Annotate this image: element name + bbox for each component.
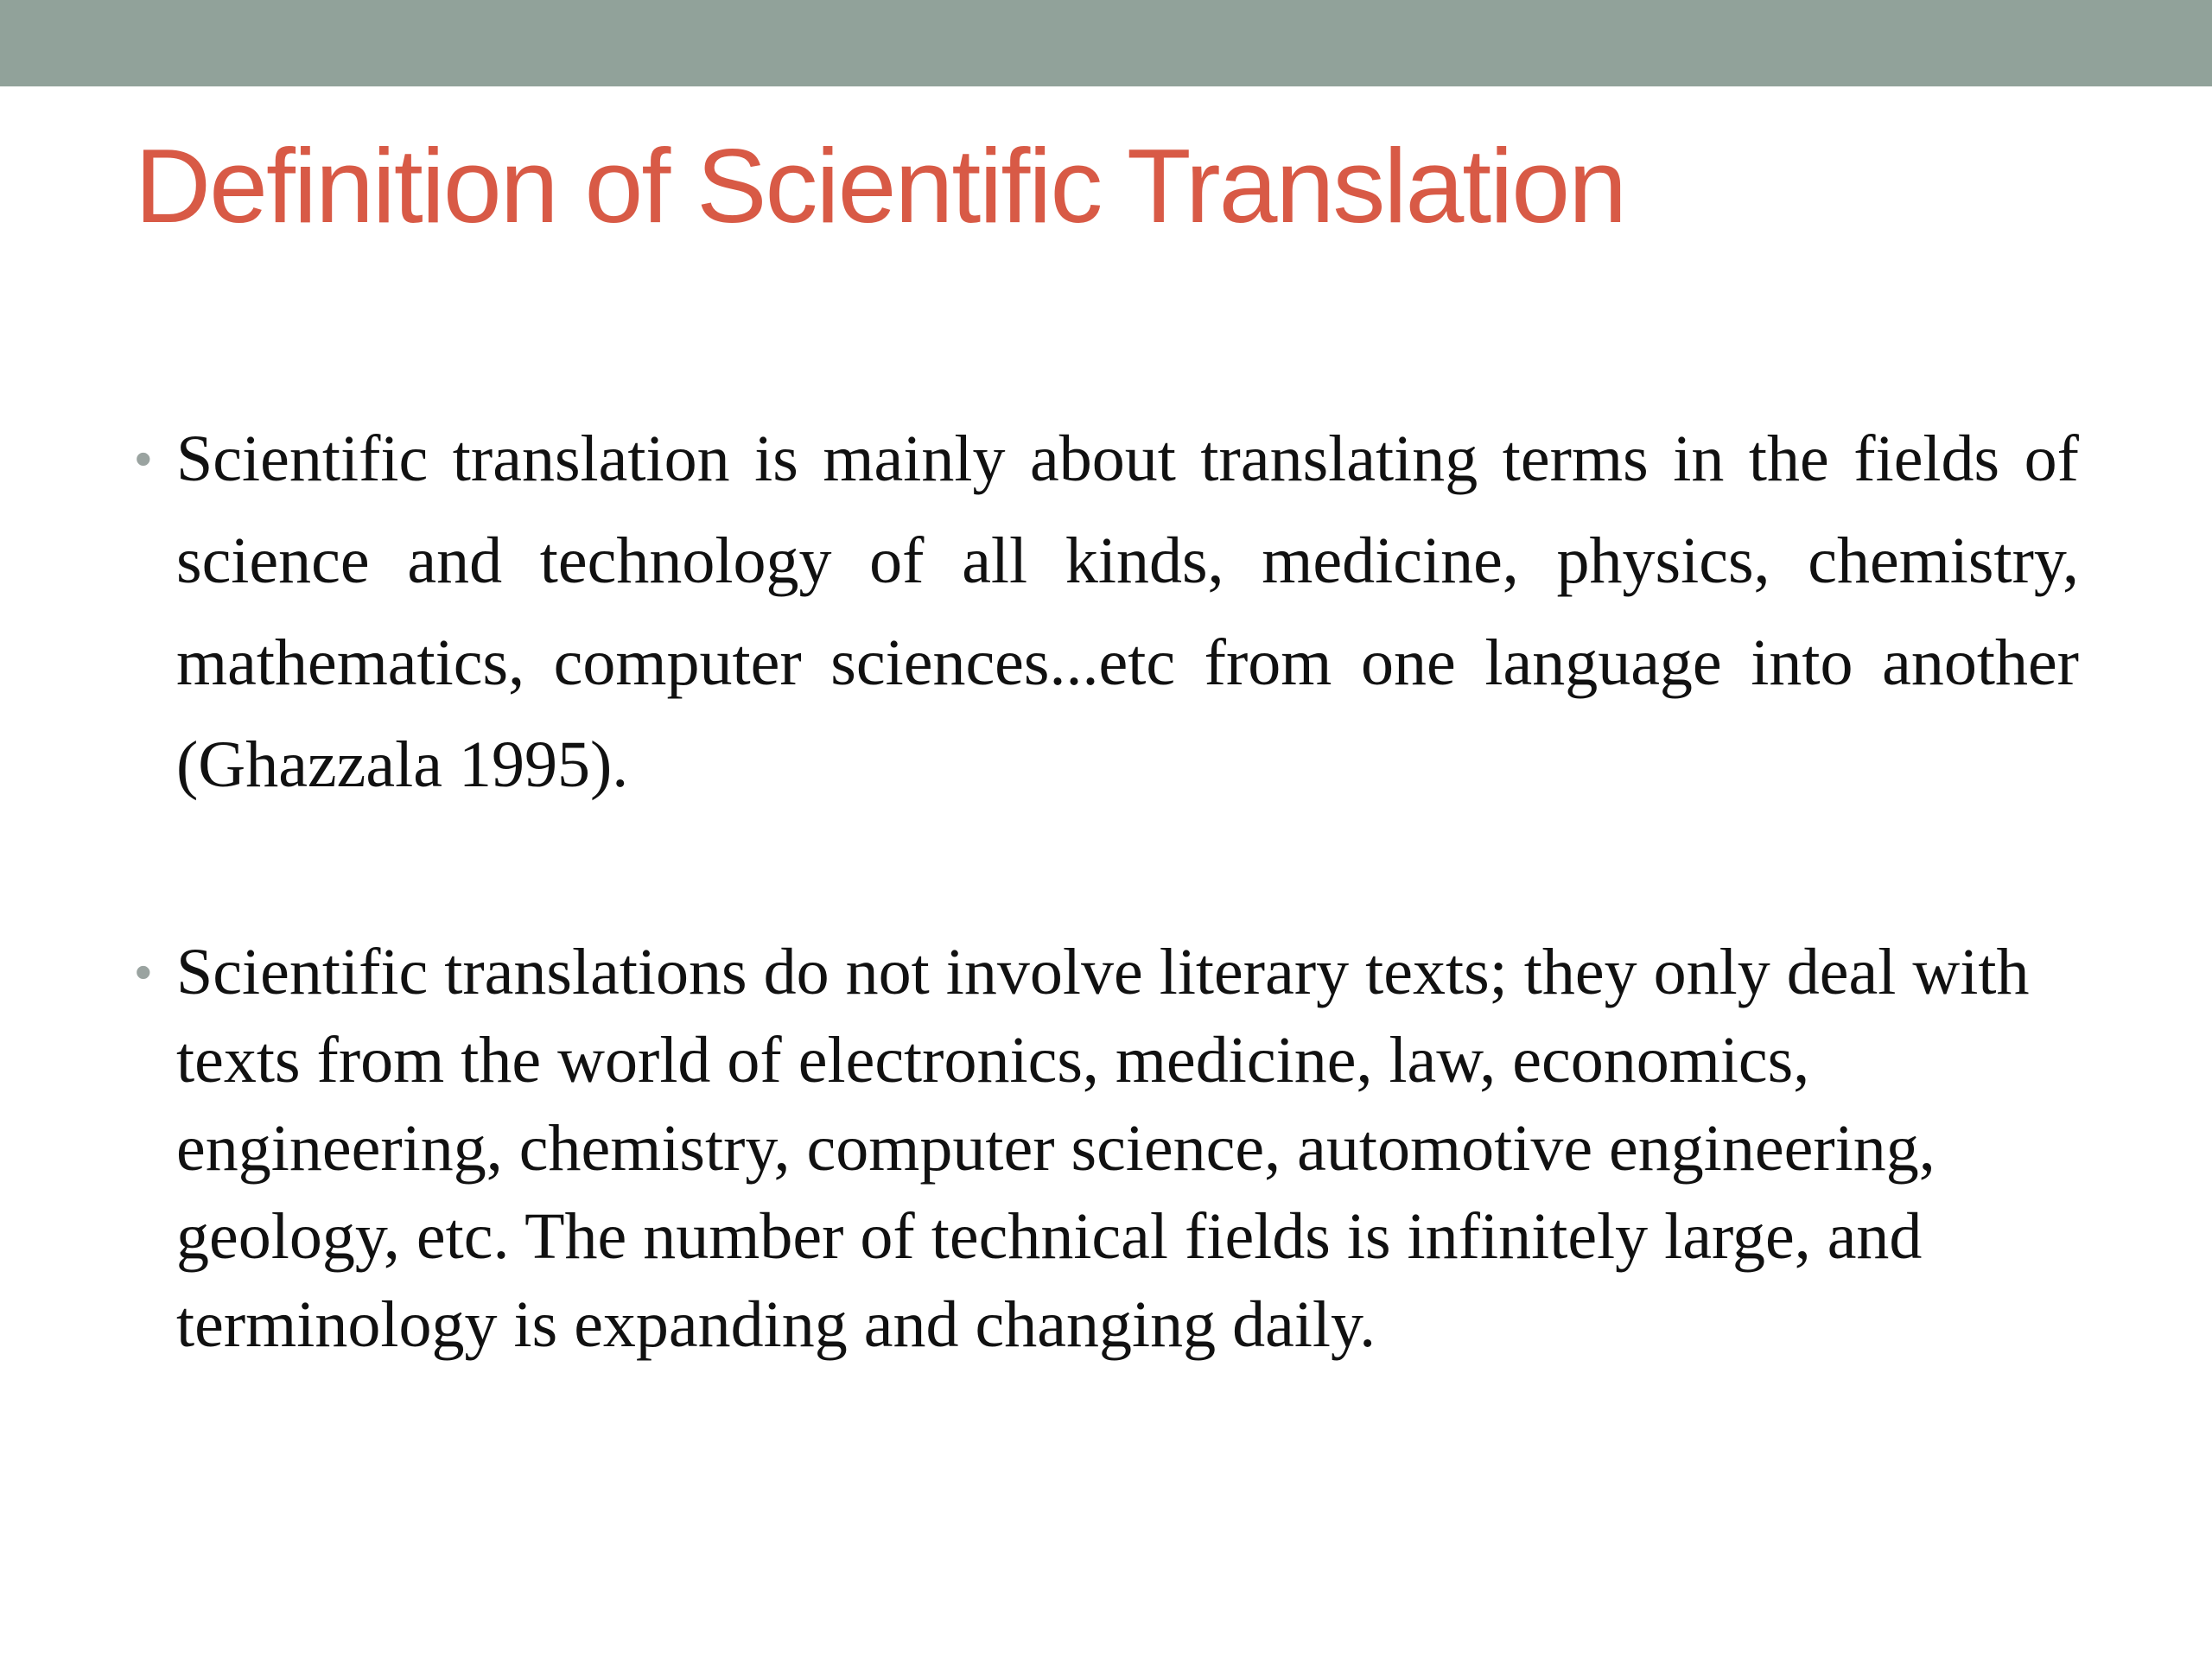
bullet-marker-1: •	[135, 431, 152, 486]
top-accent-bar	[0, 0, 2212, 86]
bullet-marker-2: •	[135, 944, 152, 999]
bullet-list	[135, 408, 2079, 1369]
bullet-text-2: Scientific translations do not involve literary texts; they only deal with texts from the world of electronics, medicine, law, economics, engineering, chemistry, computer science, automotive engineering, geology, etc. The number of technical fields is infinitely large, and terminology is expanding and changing daily.	[176, 936, 2030, 1361]
slide-title: Definition of Scientific Translation	[135, 127, 1625, 245]
bullet-item-1	[135, 408, 2079, 816]
bullet-text-1: Scientific translation is mainly about translating terms in the fields of science and technology of all kinds, medicine, physics, chemistry, mathematics, computer sciences...etc from one language into another (Ghazzala 1995).	[176, 423, 2079, 801]
bullet-item-2	[135, 928, 2079, 1369]
